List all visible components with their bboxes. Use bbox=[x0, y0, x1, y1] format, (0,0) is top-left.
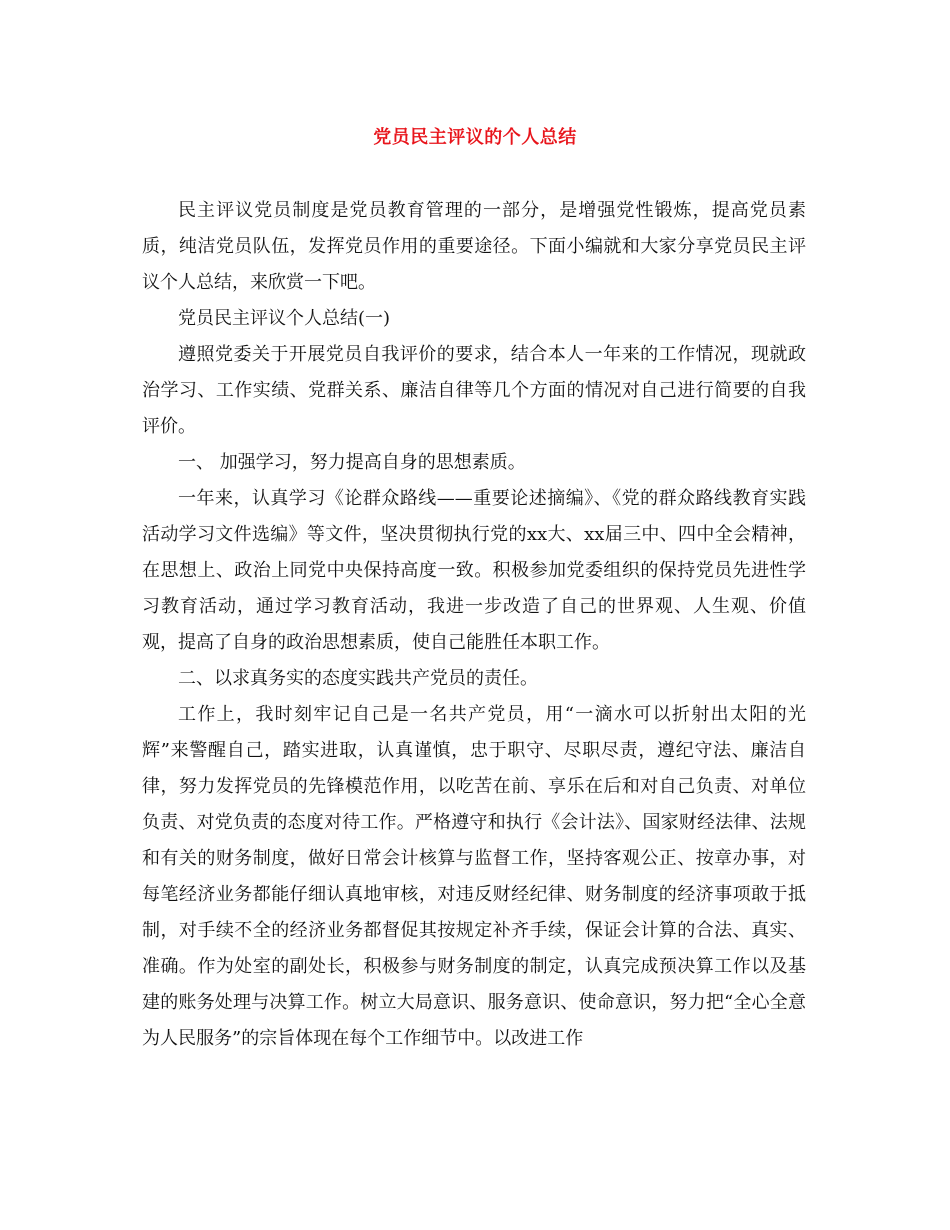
paragraph-self-evaluation: 遵照党委关于开展党员自我评价的要求，结合本人一年来的工作情况，现就政治学习、工作实绩、党群关系、廉洁自律等几个方面的情况对自己进行简要的自我评价。 bbox=[142, 344, 806, 437]
document-body bbox=[142, 193, 806, 1057]
paragraph-study: 一年来，认真学习《论群众路线——重要论述摘编》、《党的群众路线教育实践活动学习文件选编》等文件，坚决贯彻执行党的xx大、xx届三中、四中全会精神，在思想上、政治上同党中央保持高度一致。积极参加党委组织的保持党员先进性学习教育活动，通过学习教育活动，我进一步改造了自己的世界观、人生观、价值观，提高了自身的政治思想素质，使自己能胜任本职工作。 bbox=[142, 488, 806, 653]
paragraph-intro: 民主评议党员制度是党员教育管理的一部分，是增强党性锻炼，提高党员素质，纯洁党员队伍，发挥党员作用的重要途径。下面小编就和大家分享党员民主评议个人总结，来欣赏一下吧。 bbox=[142, 200, 806, 293]
paragraph-heading-one: 一、 加强学习，努力提高自身的思想素质。 bbox=[178, 452, 526, 473]
paragraph-work: 工作上，我时刻牢记自己是一名共产党员，用“一滴水可以折射出太阳的光辉”来警醒自己，踏实进取，认真谨慎，忠于职守、尽职尽责，遵纪守法、廉洁自律，努力发挥党员的先锋模范作用，以吃苦在前、享乐在后和对自己负责、对单位负责、对党负责的态度对待工作。严格遵守和执行《会计法》、国家财经法律、法规和有关的财务制度，做好日常会计核算与监督工作，坚持客观公正、按章办事，对每笔经济业务都能仔细认真地审核，对违反财经纪律、财务制度的经济事项敢于抵制，对手续不全的经济业务都督促其按规定补齐手续，保证会计算的合法、真实、准确。作为处室的副处长，积极参与财务制度的制定，认真完成预决算工作以及基建的账务处理与决算工作。树立大局意识、服务意识、使命意识，努力把“全心全意为人民服务”的宗旨体现在每个工作细节中。以改进工作 bbox=[142, 704, 806, 1049]
paragraph-heading-two: 二、以求真务实的态度实践共产党员的责任。 bbox=[178, 668, 538, 689]
paragraph-section-heading: 党员民主评议个人总结(一) bbox=[178, 308, 391, 329]
document-title: 党员民主评议的个人总结 bbox=[373, 127, 577, 148]
